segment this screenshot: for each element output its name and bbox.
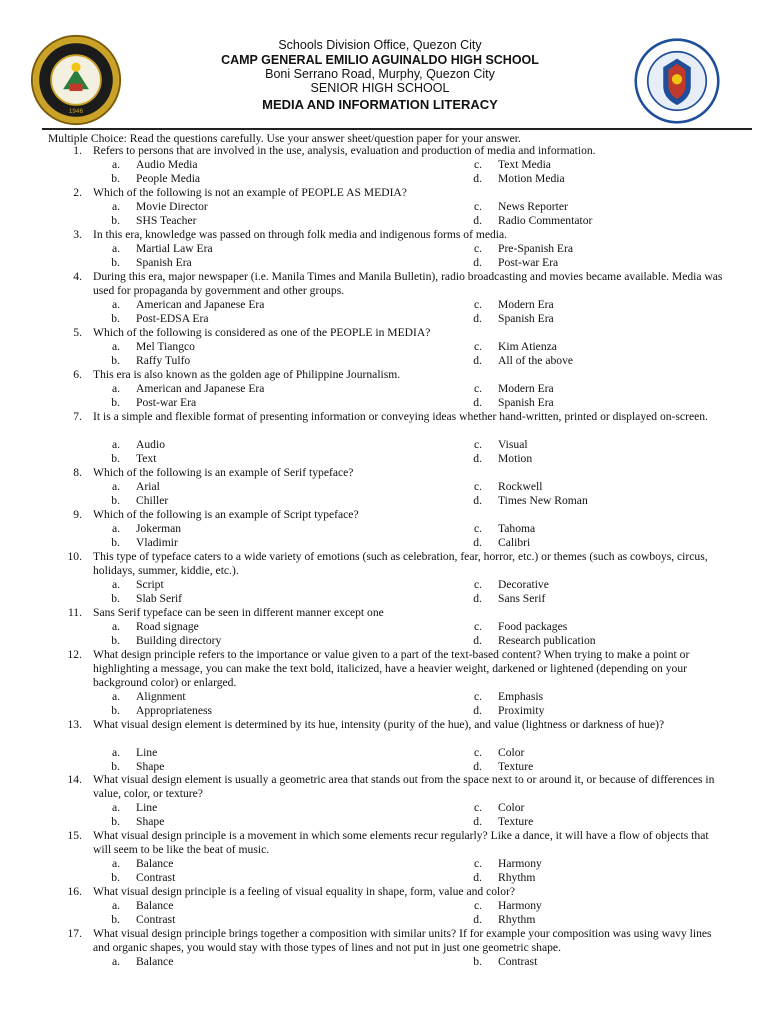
option-text: Radio Commentator <box>498 213 593 227</box>
option-letter: a. <box>111 856 120 870</box>
option-letter: c. <box>473 856 482 870</box>
option-text: Alignment <box>136 689 186 703</box>
option-text: Text Media <box>498 157 551 171</box>
option-text: Spanish Era <box>136 255 192 269</box>
question-text: This type of typeface caters to a wide variety of emotions (such as celebration, fear, horror, etc.) or themes (such as cowboys, circus, holidays, summer, kiddie, etc.). <box>93 550 708 577</box>
option-text: Post-war Era <box>498 255 559 269</box>
division-office: Schools Division Office, Quezon City <box>278 38 482 52</box>
option-text: Proximity <box>498 703 545 717</box>
option-text: Texture <box>498 759 534 773</box>
option-text: Balance <box>136 856 174 870</box>
option-letter: b. <box>111 353 120 367</box>
option-letter: a. <box>111 800 120 814</box>
option-letter: c. <box>473 521 482 535</box>
option-text: Texture <box>498 814 534 828</box>
option-letter: c. <box>473 898 482 912</box>
option-letter: a. <box>111 619 120 633</box>
option-text: Tahoma <box>498 521 536 535</box>
question-number: 8. <box>73 466 82 479</box>
option-text: Line <box>136 745 158 759</box>
option-letter: d. <box>473 633 482 647</box>
question-text: Which of the following is not an example of PEOPLE AS MEDIA? <box>93 186 407 199</box>
option-text: Rhythm <box>498 912 536 926</box>
question-number: 16. <box>67 885 82 898</box>
option-text: Building directory <box>136 633 222 647</box>
option-text: Post-EDSA Era <box>136 311 209 325</box>
option-text: News Reporter <box>498 199 568 213</box>
option-letter: d. <box>473 395 482 409</box>
option-text: Sans Serif <box>498 591 546 605</box>
option-letter: d. <box>473 493 482 507</box>
option-text: Motion Media <box>498 171 565 185</box>
option-letter: d. <box>473 814 482 828</box>
question-number: 13. <box>67 718 82 731</box>
option-letter: b. <box>111 171 120 185</box>
option-text: Color <box>498 745 525 759</box>
option-text: Shape <box>136 814 165 828</box>
question-number: 17. <box>67 927 82 940</box>
option-text: Raffy Tulfo <box>136 353 191 367</box>
option-text: Vladimir <box>136 535 178 549</box>
option-letter: c. <box>473 157 482 171</box>
option-letter: c. <box>473 381 482 395</box>
option-letter: a. <box>111 241 120 255</box>
option-letter: c. <box>473 689 482 703</box>
option-letter: c. <box>473 577 482 591</box>
option-text: Chiller <box>136 493 169 507</box>
option-text: Text <box>136 451 157 465</box>
question-number: 2. <box>73 186 82 199</box>
option-text: Research publication <box>498 633 596 647</box>
option-letter: a. <box>111 437 120 451</box>
option-letter: d. <box>473 535 482 549</box>
option-letter: a. <box>111 954 120 968</box>
question-text: What visual design principle is a feeling of visual equality in shape, form, value and color? <box>93 885 516 898</box>
option-letter: a. <box>111 745 120 759</box>
option-letter: a. <box>111 297 120 311</box>
option-letter: b. <box>111 311 120 325</box>
header-divider <box>42 128 752 130</box>
option-text: Harmony <box>498 898 542 912</box>
option-letter: a. <box>111 339 120 353</box>
option-text: Road signage <box>136 619 199 633</box>
option-letter: b. <box>111 870 120 884</box>
option-letter: a. <box>111 577 120 591</box>
option-letter: b. <box>111 591 120 605</box>
option-text: American and Japanese Era <box>136 381 265 395</box>
option-letter: c. <box>473 241 482 255</box>
option-text: Audio Media <box>136 157 198 171</box>
question-text: What visual design principle brings together a composition with similar units? If for example your composition was using wavy lines and organic shapes, you would stay with those types of lines and not put in just one geometric shape. <box>93 927 712 954</box>
school-name: CAMP GENERAL EMILIO AGUINALDO HIGH SCHOOL <box>221 53 539 67</box>
option-letter: b. <box>111 703 120 717</box>
option-text: Visual <box>498 437 528 451</box>
question-number: 9. <box>73 508 82 521</box>
option-letter: c. <box>473 745 482 759</box>
option-text: Jokerman <box>136 521 182 535</box>
option-letter: d. <box>473 870 482 884</box>
option-letter: a. <box>111 199 120 213</box>
option-letter: a. <box>111 157 120 171</box>
question-number: 7. <box>73 410 82 423</box>
option-letter: b. <box>111 814 120 828</box>
question-number: 15. <box>67 829 82 842</box>
deped-seal-icon <box>634 38 720 124</box>
option-letter: b. <box>111 493 120 507</box>
question-text: In this era, knowledge was passed on through folk media and indigenous forms of media. <box>93 228 508 241</box>
option-letter: d. <box>473 171 482 185</box>
school-seal-icon <box>30 34 122 126</box>
option-text: Movie Director <box>136 199 208 213</box>
question-text: What visual design element is determined by its hue, intensity (purity of the hue), and value (lightness or darkness of hue)? <box>93 718 665 731</box>
option-text: Color <box>498 800 525 814</box>
option-letter: a. <box>111 521 120 535</box>
question-number: 3. <box>73 228 82 241</box>
option-letter: d. <box>473 759 482 773</box>
option-text: Food packages <box>498 619 568 633</box>
option-letter: b. <box>111 255 120 269</box>
option-text: Slab Serif <box>136 591 183 605</box>
question-number: 11. <box>67 606 82 619</box>
option-text: Appropriateness <box>136 703 212 717</box>
option-letter: a. <box>111 689 120 703</box>
option-text: Pre-Spanish Era <box>498 241 574 255</box>
option-text: Balance <box>136 954 174 968</box>
question-text: Which of the following is considered as one of the PEOPLE in MEDIA? <box>93 326 431 339</box>
option-letter: d. <box>473 311 482 325</box>
school-level: SENIOR HIGH SCHOOL <box>310 81 450 95</box>
question-text: It is a simple and flexible format of presenting information or conveying ideas whether hand-written, printed or displayed on-screen. <box>93 410 708 423</box>
question-text: What visual design element is usually a geometric area that stands out from the space next to or around it, or because of differences in value, color, or texture? <box>93 773 715 800</box>
option-letter: d. <box>473 255 482 269</box>
question-text: During this era, major newspaper (i.e. Manila Times and Manila Bulletin), radio broadcasting and movies became available. Media was used for propaganda by government and other groups. <box>93 270 723 297</box>
option-text: SHS Teacher <box>136 213 197 227</box>
question-text: What design principle refers to the importance or value given to a part of the text-based content? When trying to make a point or highlighting a message, you can make the text bold, italicized, have a heavier weight, darkened or lightened (depending on your background color) or enlarged. <box>93 648 690 689</box>
question-number: 6. <box>73 368 82 381</box>
option-letter: c. <box>473 800 482 814</box>
question-text: What visual design principle is a movement in which some elements recur regularly? Like a dance, it will have a flow of objects that will seem to be like the beat of music. <box>93 829 709 856</box>
option-text: Audio <box>136 437 165 451</box>
question-text: This era is also known as the golden age of Philippine Journalism. <box>93 368 401 381</box>
question-number: 5. <box>73 326 82 339</box>
question-text: Refers to persons that are involved in the use, analysis, evaluation and production of media and information. <box>93 144 596 157</box>
option-text: Decorative <box>498 577 549 591</box>
question-text: Which of the following is an example of Script typeface? <box>93 508 359 521</box>
option-text: Spanish Era <box>498 395 554 409</box>
option-letter: d. <box>473 591 482 605</box>
option-letter: a. <box>111 898 120 912</box>
question-number: 12. <box>67 648 82 661</box>
option-text: Rhythm <box>498 870 536 884</box>
option-text: Martial Law Era <box>136 241 213 255</box>
option-text: Emphasis <box>498 689 544 703</box>
question-text: Which of the following is an example of Serif typeface? <box>93 466 354 479</box>
option-text: Contrast <box>136 912 176 926</box>
svg-text:1946: 1946 <box>68 108 84 116</box>
option-letter: c. <box>473 437 482 451</box>
option-text: Balance <box>136 898 174 912</box>
option-text: Modern Era <box>498 381 554 395</box>
option-text: Mel Tiangco <box>136 339 195 353</box>
instructions: Multiple Choice: Read the questions carefully. Use your answer sheet/question paper for your answer. <box>48 132 521 145</box>
option-letter: b. <box>111 535 120 549</box>
option-letter: b. <box>111 759 120 773</box>
option-letter: b. <box>111 912 120 926</box>
option-letter: d. <box>473 213 482 227</box>
option-text: Arial <box>136 479 160 493</box>
option-text: Modern Era <box>498 297 554 311</box>
option-letter: b. <box>111 451 120 465</box>
option-letter: b. <box>111 213 120 227</box>
question-number: 4. <box>73 270 82 283</box>
option-text: Script <box>136 577 164 591</box>
option-letter: d. <box>473 703 482 717</box>
option-text: People Media <box>136 171 201 185</box>
option-text: Harmony <box>498 856 542 870</box>
option-text: Motion <box>498 451 533 465</box>
option-text: American and Japanese Era <box>136 297 265 311</box>
option-letter: b. <box>473 954 482 968</box>
option-letter: a. <box>111 479 120 493</box>
subject-title: MEDIA AND INFORMATION LITERACY <box>262 97 498 112</box>
option-text: Kim Atienza <box>498 339 557 353</box>
option-letter: b. <box>111 395 120 409</box>
option-letter: a. <box>111 381 120 395</box>
option-letter: c. <box>473 479 482 493</box>
option-text: Post-war Era <box>136 395 197 409</box>
option-text: All of the above <box>498 353 574 367</box>
option-text: Times New Roman <box>498 493 588 507</box>
option-letter: c. <box>473 339 482 353</box>
option-text: Rockwell <box>498 479 543 493</box>
school-address: Boni Serrano Road, Murphy, Quezon City <box>265 67 495 81</box>
question-number: 14. <box>67 773 82 786</box>
option-text: Calibri <box>498 535 531 549</box>
option-letter: b. <box>111 633 120 647</box>
option-letter: d. <box>473 912 482 926</box>
document-header <box>0 0 768 128</box>
option-letter: d. <box>473 451 482 465</box>
question-number: 10. <box>67 550 82 563</box>
option-letter: c. <box>473 199 482 213</box>
option-text: Contrast <box>136 870 176 884</box>
option-text: Line <box>136 800 158 814</box>
option-letter: c. <box>473 297 482 311</box>
option-letter: c. <box>473 619 482 633</box>
option-letter: d. <box>473 353 482 367</box>
question-number: 1. <box>73 144 82 157</box>
option-text: Spanish Era <box>498 311 554 325</box>
option-text: Contrast <box>498 954 538 968</box>
option-text: Shape <box>136 759 165 773</box>
question-text: Sans Serif typeface can be seen in different manner except one <box>93 606 384 619</box>
